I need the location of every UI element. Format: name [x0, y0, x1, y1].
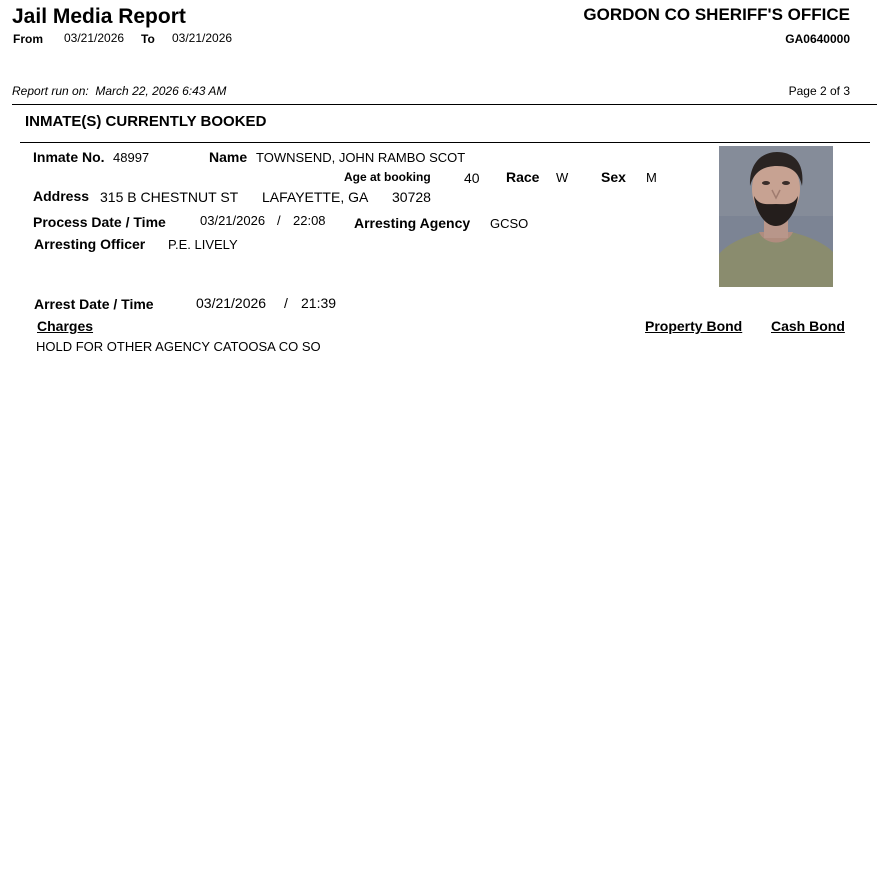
charge-item: HOLD FOR OTHER AGENCY CATOOSA CO SO — [36, 339, 321, 354]
address-city: LAFAYETTE, GA — [262, 189, 369, 205]
age-value: 40 — [464, 170, 480, 186]
arrest-date: 03/21/2026 — [196, 295, 267, 311]
to-label: To — [141, 32, 155, 46]
section-title: INMATE(S) CURRENTLY BOOKED — [25, 113, 267, 130]
arresting-agency-label: Arresting Agency — [354, 215, 471, 231]
name-value: TOWNSEND, JOHN RAMBO SCOT — [256, 150, 466, 165]
address-label: Address — [33, 188, 90, 204]
section-divider — [20, 142, 870, 143]
inmate-no-label: Inmate No. — [33, 149, 105, 165]
arrest-separator: / — [284, 295, 288, 311]
charges-header: Charges — [37, 318, 94, 334]
process-date: 03/21/2026 — [200, 213, 266, 228]
race-label: Race — [506, 169, 540, 185]
race-value: W — [556, 170, 569, 185]
address-zip: 30728 — [392, 189, 431, 205]
to-date: 03/21/2026 — [172, 31, 233, 45]
process-label: Process Date / Time — [33, 214, 166, 230]
arrest-time: 21:39 — [301, 295, 337, 311]
sex-value: M — [646, 170, 657, 185]
arresting-officer-label: Arresting Officer — [34, 236, 146, 252]
agency-name: GORDON CO SHERIFF'S OFFICE — [583, 5, 850, 24]
arrest-label: Arrest Date / Time — [34, 296, 154, 312]
mugshot-image — [719, 146, 833, 287]
run-on-label: Report run on: — [12, 84, 89, 98]
ori-code: GA0640000 — [785, 32, 850, 46]
header-divider — [12, 104, 877, 105]
from-label: From — [13, 32, 43, 46]
from-date: 03/21/2026 — [64, 31, 125, 45]
run-on-value: March 22, 2026 6:43 AM — [95, 84, 227, 98]
property-bond-header: Property Bond — [645, 318, 743, 334]
address-street: 315 B CHESTNUT ST — [100, 189, 239, 205]
age-label: Age at booking — [344, 170, 431, 184]
inmate-no-value: 48997 — [113, 150, 150, 165]
report-title: Jail Media Report — [12, 5, 186, 28]
report-run-on — [12, 84, 226, 98]
process-time: 22:08 — [293, 213, 326, 228]
arresting-officer-value: P.E. LIVELY — [168, 237, 238, 252]
cash-bond-header: Cash Bond — [771, 318, 845, 334]
sex-label: Sex — [601, 169, 626, 185]
page-number: Page 2 of 3 — [788, 84, 850, 98]
name-label: Name — [209, 149, 248, 165]
arresting-agency-value: GCSO — [490, 216, 529, 231]
inmate-photo — [719, 146, 833, 287]
process-separator: / — [277, 213, 281, 228]
